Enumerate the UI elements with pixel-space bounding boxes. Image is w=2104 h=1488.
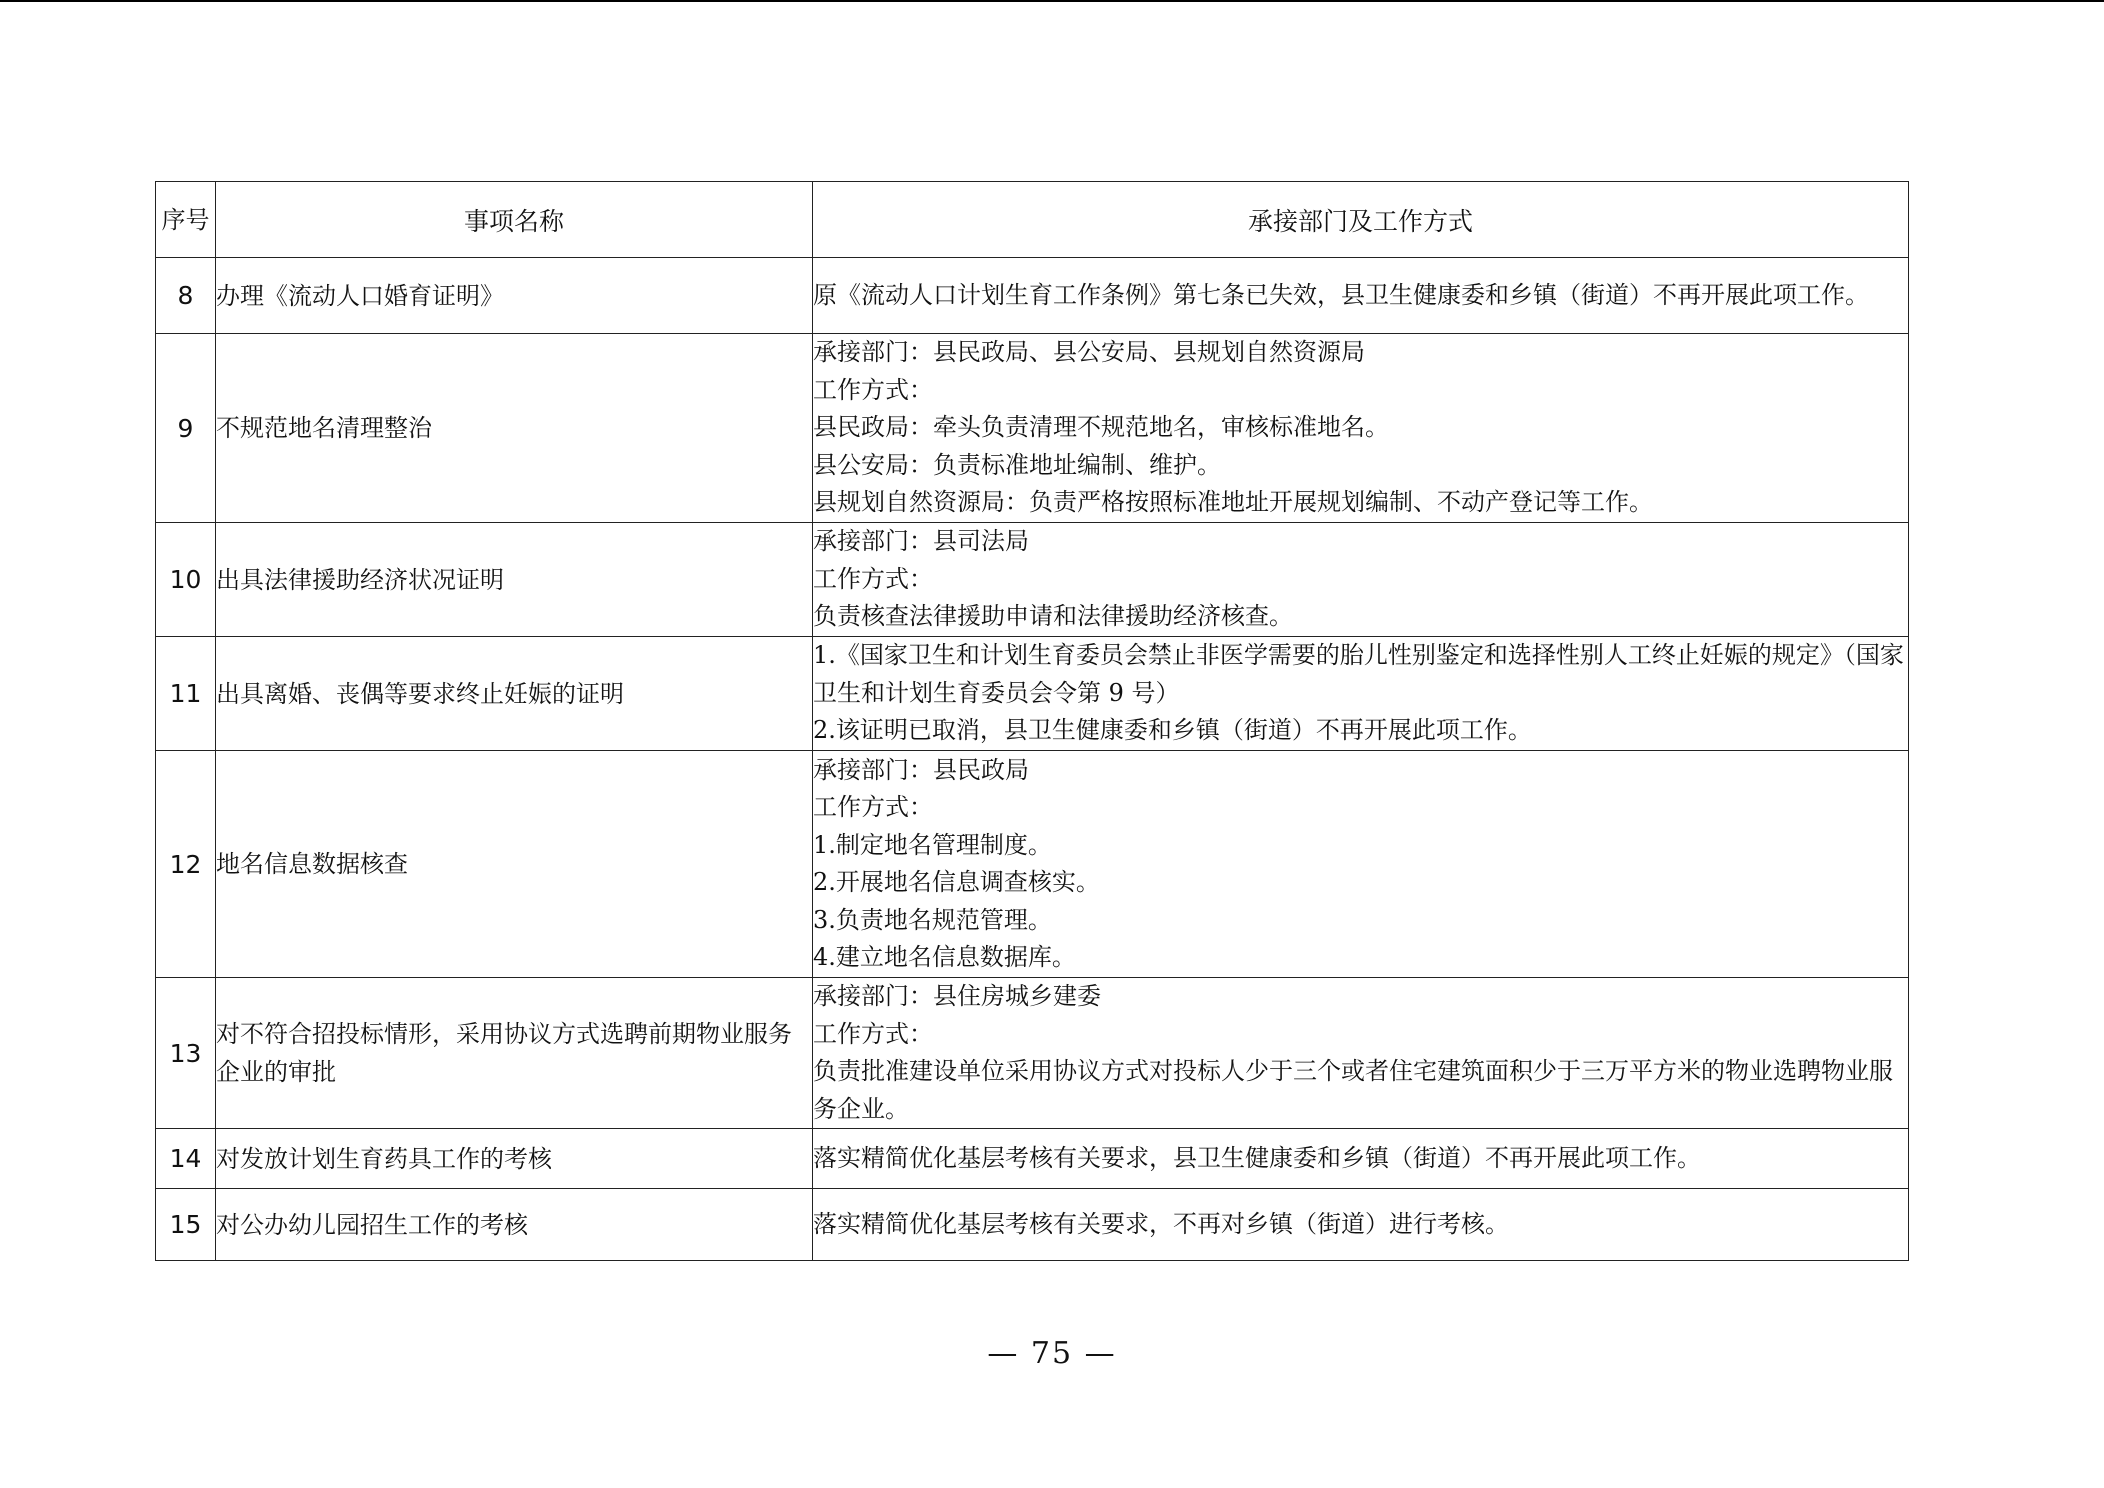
top-border-line [0,0,2104,2]
table-row [156,637,1909,751]
work-line: 承接部门：县民政局、县公安局、县规划自然资源局 [813,338,1365,367]
work-line: 工作方式： [813,1019,933,1048]
row-item-name: 办理《流动人口婚育证明》 [216,258,813,334]
work-line: 工作方式： [813,564,933,593]
header-serial-number: 序号 [156,182,216,258]
work-line: 落实精简优化基层考核有关要求，县卫生健康委和乡镇（街道）不再开展此项工作。 [813,1143,1701,1172]
table-row [156,751,1909,978]
row-work-method [813,978,1909,1129]
row-work-method [813,523,1909,637]
work-line: 县公安局：负责标准地址编制、维护。 [813,450,1221,479]
row-work-method [813,1129,1909,1189]
work-line: 1.制定地名管理制度。 [813,830,1052,859]
work-line: 落实精简优化基层考核有关要求，不再对乡镇（街道）进行考核。 [813,1209,1509,1238]
page-number: — 75 — [987,1336,1117,1371]
row-work-method [813,258,1909,334]
work-line: 县民政局：牵头负责清理不规范地名，审核标准地名。 [813,413,1389,442]
table-row [156,258,1909,334]
work-line: 工作方式： [813,375,933,404]
table-row [156,334,1909,523]
row-item-name: 对发放计划生育药具工作的考核 [216,1129,813,1189]
header-item-name: 事项名称 [216,182,813,258]
work-line: 2.该证明已取消，县卫生健康委和乡镇（街道）不再开展此项工作。 [813,716,1532,745]
work-line: 承接部门：县司法局 [813,527,1029,556]
work-line: 县规划自然资源局：负责严格按照标准地址开展规划编制、不动产登记等工作。 [813,488,1653,517]
work-line: 工作方式： [813,793,933,821]
row-work-method [813,334,1909,523]
work-line: 1.《国家卫生和计划生育委员会禁止非医学需要的胎儿性别鉴定和选择性别人工终止妊娠的规定》（国家卫生和计划生育委员会令第 9 号） [813,641,1904,707]
row-number: 12 [156,751,216,978]
table-row [156,978,1909,1129]
row-work-method [813,1189,1909,1261]
row-number: 14 [156,1129,216,1189]
row-number: 15 [156,1189,216,1261]
table-row [156,1189,1909,1261]
work-line: 3.负责地名规范管理。 [813,905,1052,934]
row-item-name: 对不符合招投标情形，采用协议方式选聘前期物业服务企业的审批 [216,978,813,1129]
work-line: 4.建立地名信息数据库。 [813,943,1076,971]
row-work-method [813,751,1909,978]
row-item-name: 对公办幼儿园招生工作的考核 [216,1189,813,1261]
row-number: 9 [156,334,216,523]
row-item-name: 不规范地名清理整治 [216,334,813,523]
header-department-method: 承接部门及工作方式 [813,182,1909,258]
row-item-name: 出具法律援助经济状况证明 [216,523,813,637]
work-line: 承接部门：县住房城乡建委 [813,982,1101,1010]
row-item-name: 地名信息数据核查 [216,751,813,978]
table-row [156,1129,1909,1189]
table-row [156,523,1909,637]
row-number: 13 [156,978,216,1129]
row-work-method [813,637,1909,751]
row-number: 8 [156,258,216,334]
work-line: 承接部门：县民政局 [813,755,1029,784]
work-line: 负责批准建设单位采用协议方式对投标人少于三个或者住宅建筑面积少于三万平方米的物业选聘物业服务企业。 [813,1057,1893,1123]
work-line: 负责核查法律援助申请和法律援助经济核查。 [813,602,1293,631]
table-header-row [156,182,1909,258]
work-line: 2.开展地名信息调查核实。 [813,868,1100,896]
row-number: 10 [156,523,216,637]
work-line: 原《流动人口计划生育工作条例》第七条已失效，县卫生健康委和乡镇（街道）不再开展此项工作。 [813,280,1869,309]
row-number: 11 [156,637,216,751]
row-item-name: 出具离婚、丧偶等要求终止妊娠的证明 [216,637,813,751]
items-table [155,181,1909,1261]
